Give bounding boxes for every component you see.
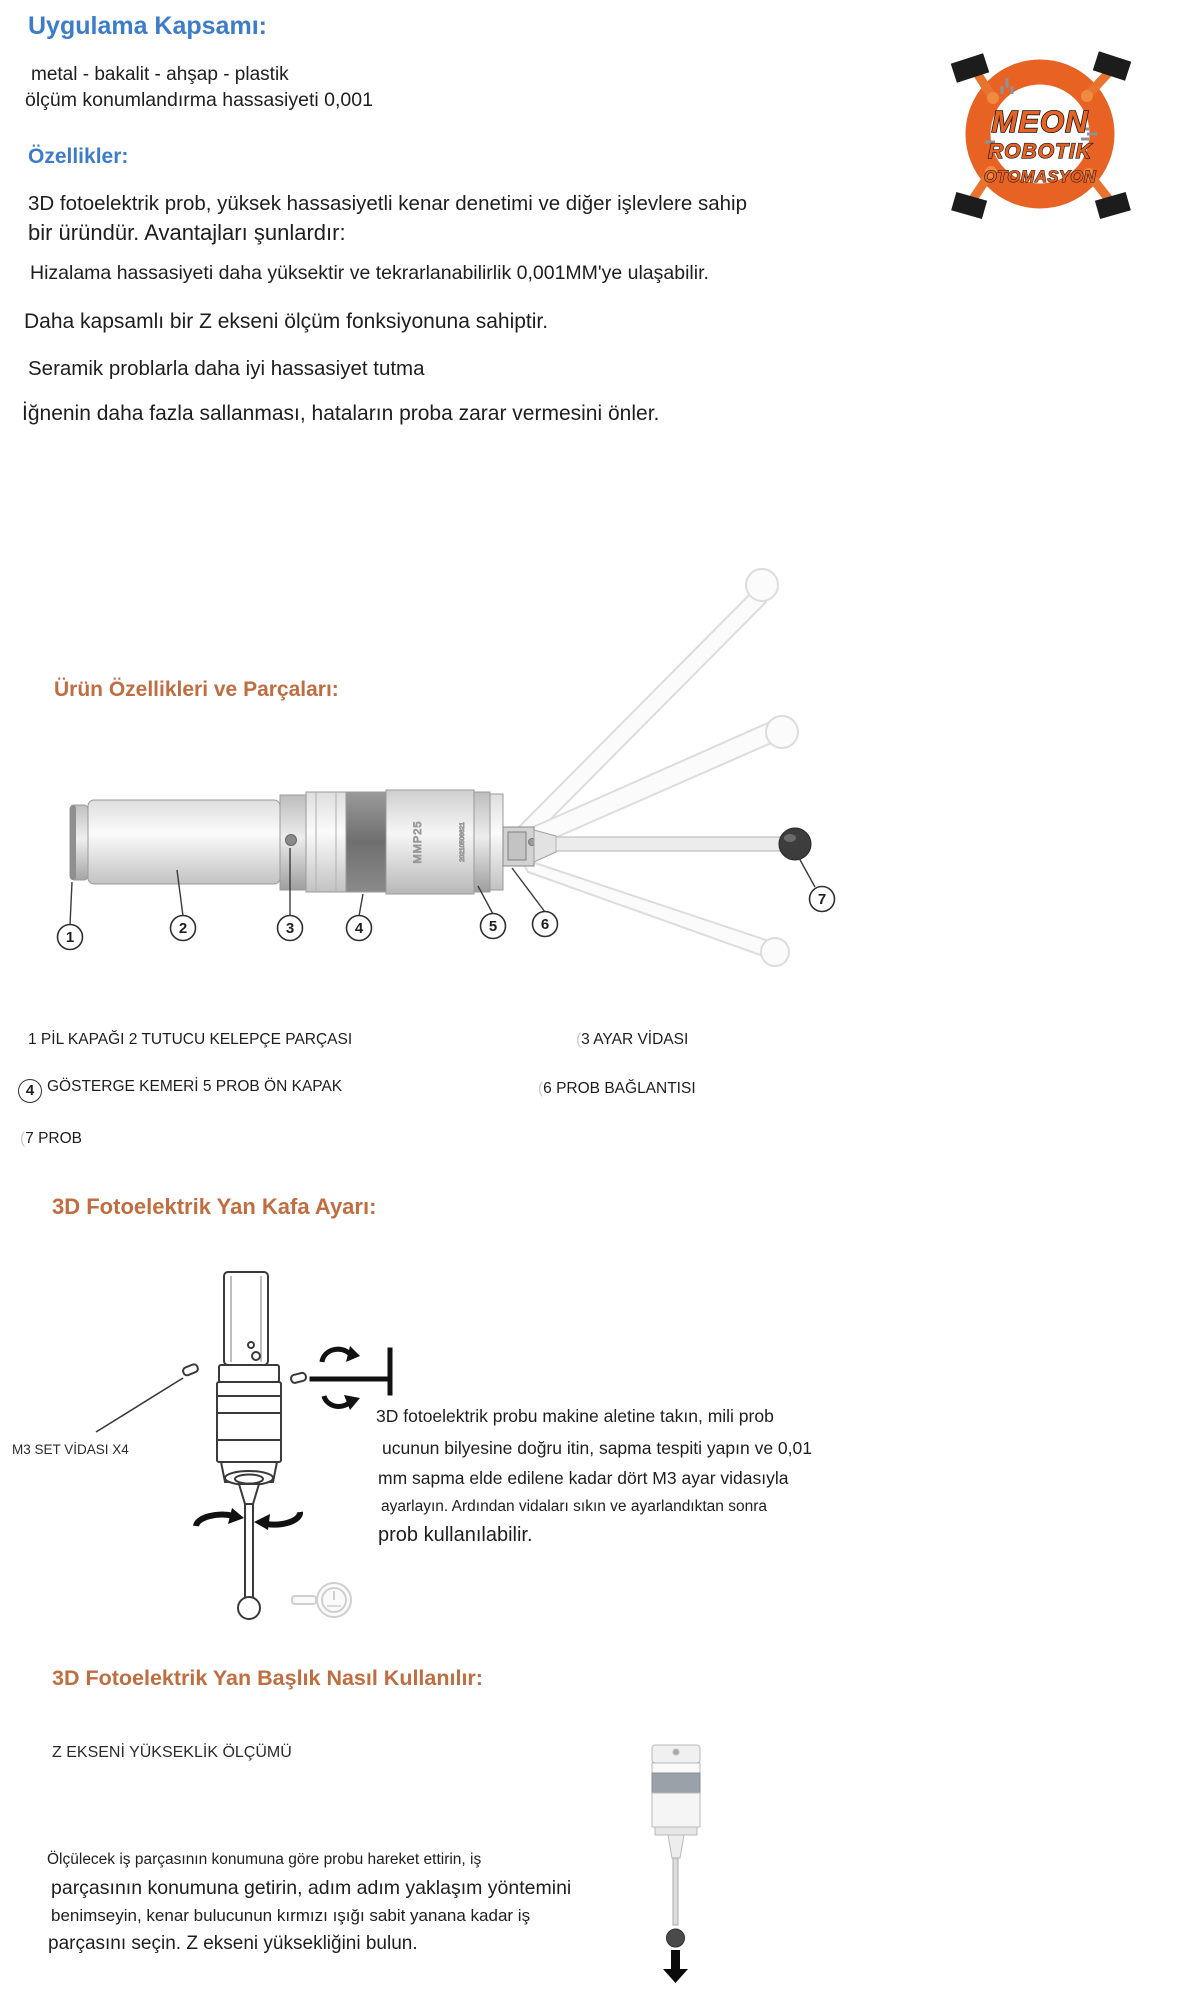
body-peg: [252, 1352, 260, 1360]
parts-row1-right: (3 AYAR VİDASI: [576, 1031, 689, 1048]
logo-line1: MEON: [991, 104, 1089, 139]
parts-row2-right: (6 PROB BAĞLANTISI: [538, 1080, 696, 1097]
circled-4: 4: [18, 1079, 42, 1103]
stylus-cone: [534, 830, 556, 862]
adjustment-diagram: [0, 1250, 420, 1630]
usage-para-line2: parçasının konumuna getirin, adım adım yaklaşım yöntemini: [51, 1877, 572, 1899]
m3-set-screw-right: [290, 1372, 306, 1383]
parts-row3: (7 PROB: [20, 1130, 83, 1147]
faint-paren: (: [576, 1031, 582, 1048]
meon-robotik-logo: [945, 46, 1140, 231]
serial-label: 20210506621: [459, 822, 466, 862]
svg-text:3: 3: [285, 920, 295, 937]
callout-1: [58, 925, 83, 950]
adjustment-para-line5: prob kullanılabilir.: [378, 1524, 533, 1546]
adjustment-para-line1: 3D fotoelektrik probu makine aletine takın, mili prob: [376, 1406, 774, 1426]
callout-3: [278, 916, 303, 941]
ghost-stylus-positions: [518, 569, 798, 966]
usage-subheading: Z EKSENİ YÜKSEKLİK ÖLÇÜMÜ: [52, 1744, 292, 1761]
screw-leader-line: [96, 1378, 183, 1432]
parts-row1-left: 1 PİL KAPAĞI 2 TUTUCU KELEPÇE PARÇASI: [28, 1031, 353, 1048]
adjustment-para-line3: mm sapma elde edilene kadar dört M3 ayar vidasıyla: [378, 1468, 789, 1488]
stylus-shaft: [245, 1504, 253, 1598]
svg-text:5: 5: [488, 918, 498, 935]
logo-line2: ROBOTIK: [988, 140, 1092, 163]
features-bullet1: Hizalama hassasiyeti daha yüksektir ve tekrarlanabilirlik 0,001MM'ye ulaşabilir.: [30, 262, 709, 284]
parts-heading: Ürün Özellikleri ve Parçaları:: [54, 678, 339, 701]
callout-4: [347, 916, 372, 941]
probe-gray-band: [652, 1773, 700, 1793]
stylus-ball: [779, 828, 811, 860]
adjustment-para-line4: ayarlayın. Ardından vidaları sıkın ve ayarlandıktan sonra: [381, 1498, 767, 1515]
probe-shoulder: [219, 1365, 279, 1382]
svg-text:7: 7: [817, 891, 827, 908]
down-arrow-icon: [663, 1950, 688, 1983]
holder-clamp-body: [88, 800, 280, 884]
faint-paren: (: [538, 1080, 544, 1097]
probe-front-cap: [490, 794, 503, 890]
usage-para-line3: benimseyin, kenar bulucunun kırmızı ışığı sabit yanana kadar iş: [51, 1906, 531, 1925]
z-axis-probe-figure: [630, 1735, 750, 1990]
features-bullet3: Seramik problarla daha iyi hassasiyet tutma: [28, 357, 425, 380]
indicator-band: [346, 792, 386, 892]
svg-text:4: 4: [354, 920, 364, 937]
stylus-cone: [239, 1484, 259, 1504]
usage-heading: 3D Fotoelektrik Yan Başlık Nasıl Kullanılır:: [52, 1666, 483, 1690]
m3-set-screw-left: [182, 1363, 199, 1376]
adjustment-para-line2: ucunun bilyesine doğru itin, sapma tespiti yapın ve 0,01: [382, 1438, 812, 1458]
features-bullet4: İğnenin daha fazla sallanması, hataların proba zarar vermesini önler.: [22, 402, 660, 425]
stylus-shaft: [673, 1858, 678, 1925]
stylus-ball: [238, 1597, 260, 1619]
application-heading: Uygulama Kapsamı:: [28, 12, 267, 40]
svg-text:6: 6: [540, 916, 550, 933]
probe-body-outline: [217, 1382, 281, 1462]
faint-paren: (: [20, 1130, 26, 1147]
svg-text:1: 1: [65, 929, 75, 946]
features-heading: Özellikler:: [28, 145, 129, 168]
application-line1: metal - bakalit - ahşap - plastik: [31, 64, 289, 85]
probe-lower-body: [652, 1793, 700, 1827]
usage-para-line4: parçasını seçin. Z ekseni yüksekliğini bulun.: [48, 1933, 418, 1954]
callout-6: [533, 912, 558, 937]
features-bullet2: Daha kapsamlı bir Z ekseni ölçüm fonksiyonuna sahiptir.: [24, 310, 549, 333]
logo-line3: OTOMASYON: [983, 168, 1097, 186]
logo-text: [984, 104, 1097, 186]
features-intro-line1: 3D fotoelektrik prob, yüksek hassasiyetli kenar denetimi ve diğer işlevlere sahip: [28, 192, 747, 215]
parts-row2-left: 4 GÖSTERGE KEMERİ 5 PROB ÖN KAPAK: [18, 1078, 342, 1103]
callout-7: [810, 887, 835, 912]
stylus-shaft: [556, 837, 780, 851]
features-intro-line2: bir üründür. Avantajları şunlardır:: [28, 220, 346, 245]
adjustment-heading: 3D Fotoelektrik Yan Kafa Ayarı:: [52, 1194, 377, 1219]
probe-parts-diagram: [40, 560, 870, 980]
model-label: MMP25: [412, 820, 424, 864]
screw-label: M3 SET VİDASI X4: [12, 1442, 129, 1457]
dial-indicator-icon: [292, 1583, 351, 1617]
adjust-screw-dot: [286, 835, 297, 846]
stylus-ball: [667, 1929, 685, 1947]
application-line2: ölçüm konumlandırma hassasiyeti 0,001: [25, 89, 373, 111]
callout-2: [171, 916, 196, 941]
callout-5: [481, 914, 506, 939]
probe-assembly: [70, 790, 811, 894]
svg-text:2: 2: [178, 920, 188, 937]
usage-para-line1: Ölçülecek iş parçasının konumuna göre probu hareket ettirin, iş: [47, 1851, 482, 1868]
